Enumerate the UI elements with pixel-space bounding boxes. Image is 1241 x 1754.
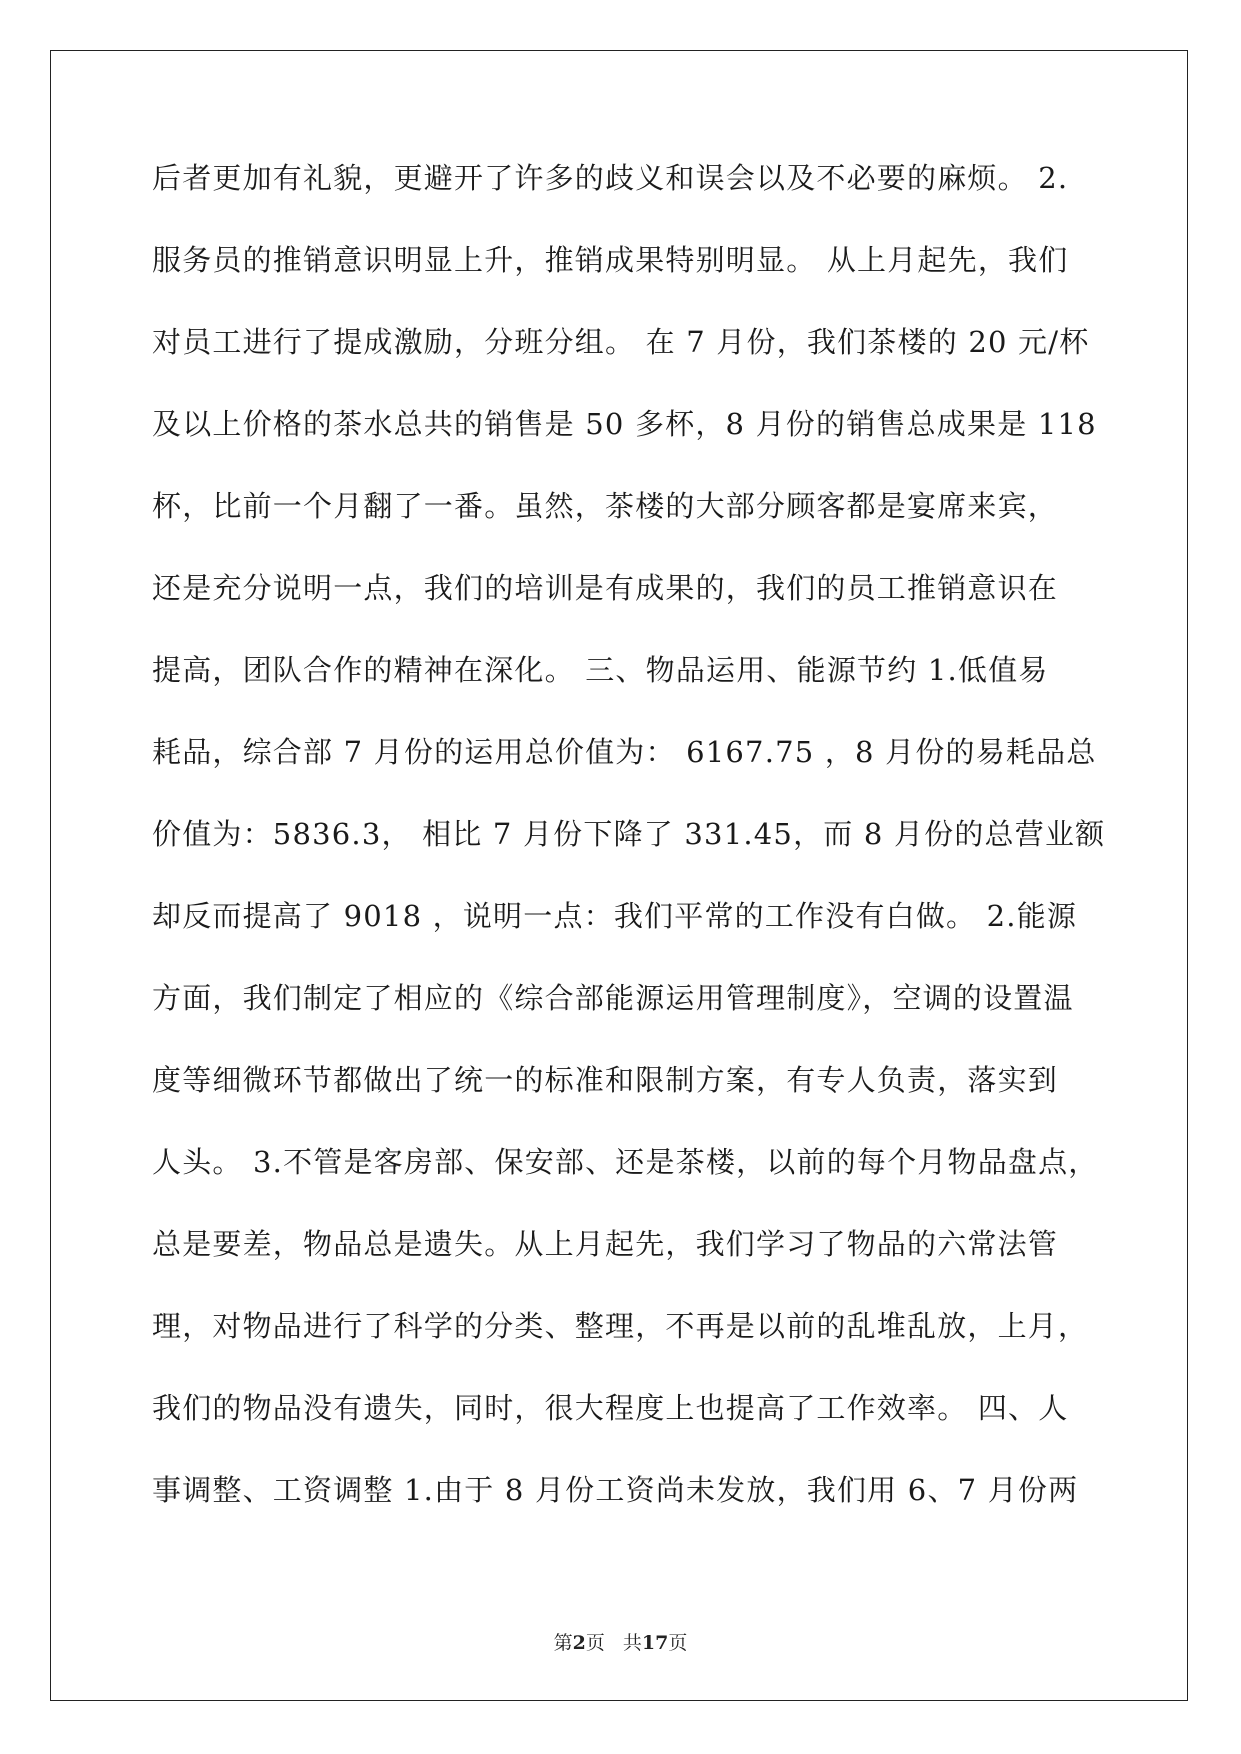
text-line: 及以上价格的茶水总共的销售是 50 多杯，8 月份的销售总成果是 118 xyxy=(152,407,1097,441)
page-prefix: 第 xyxy=(553,1632,573,1654)
text-line: 对员工进行了提成激励，分班分组。 在 7 月份，我们茶楼的 20 元/杯 xyxy=(152,325,1090,359)
text-line: 耗品，综合部 7 月份的运用总价值为： 6167.75 ，8 月份的易耗品总 xyxy=(152,735,1097,769)
text-line: 总是要差，物品总是遗失。从上月起先，我们学习了物品的六常法管 xyxy=(152,1227,1059,1261)
page-footer xyxy=(0,1628,1241,1655)
text-line: 提高，团队合作的精神在深化。 三、物品运用、能源节约 1.低值易 xyxy=(152,653,1049,687)
text-line: 价值为：5836.3， 相比 7 月份下降了 331.45，而 8 月份的总营业额 xyxy=(152,817,1106,851)
total-prefix: 共 xyxy=(622,1632,642,1654)
document-body xyxy=(152,158,1106,1552)
text-line: 人头。 3.不管是客房部、保安部、还是茶楼，以前的每个月物品盘点， xyxy=(152,1145,1099,1179)
text-line: 理，对物品进行了科学的分类、整理，不再是以前的乱堆乱放，上月， xyxy=(152,1309,1089,1343)
text-line: 我们的物品没有遗失，同时，很大程度上也提高了工作效率。 四、人 xyxy=(152,1391,1069,1425)
total-suffix: 页 xyxy=(668,1632,688,1654)
text-line: 方面，我们制定了相应的《综合部能源运用管理制度》，空调的设置温 xyxy=(152,981,1074,1015)
text-line: 还是充分说明一点，我们的培训是有成果的，我们的员工推销意识在 xyxy=(152,571,1059,605)
total-pages: 17 xyxy=(641,1632,669,1654)
text-line: 事调整、工资调整 1.由于 8 月份工资尚未发放，我们用 6、7 月份两 xyxy=(152,1473,1079,1507)
page-suffix: 页 xyxy=(585,1632,605,1654)
text-line: 后者更加有礼貌，更避开了许多的歧义和误会以及不必要的麻烦。 2. xyxy=(152,161,1069,195)
text-line: 杯，比前一个月翻了一番。虽然，茶楼的大部分顾客都是宴席来宾， xyxy=(152,489,1059,523)
text-line: 度等细微环节都做出了统一的标准和限制方案，有专人负责，落实到 xyxy=(152,1063,1059,1097)
text-line: 服务员的推销意识明显上升，推销成果特别明显。 从上月起先，我们 xyxy=(152,243,1069,277)
page-number: 2 xyxy=(572,1632,586,1654)
text-line: 却反而提高了 9018 ，说明一点：我们平常的工作没有白做。 2.能源 xyxy=(152,899,1078,933)
